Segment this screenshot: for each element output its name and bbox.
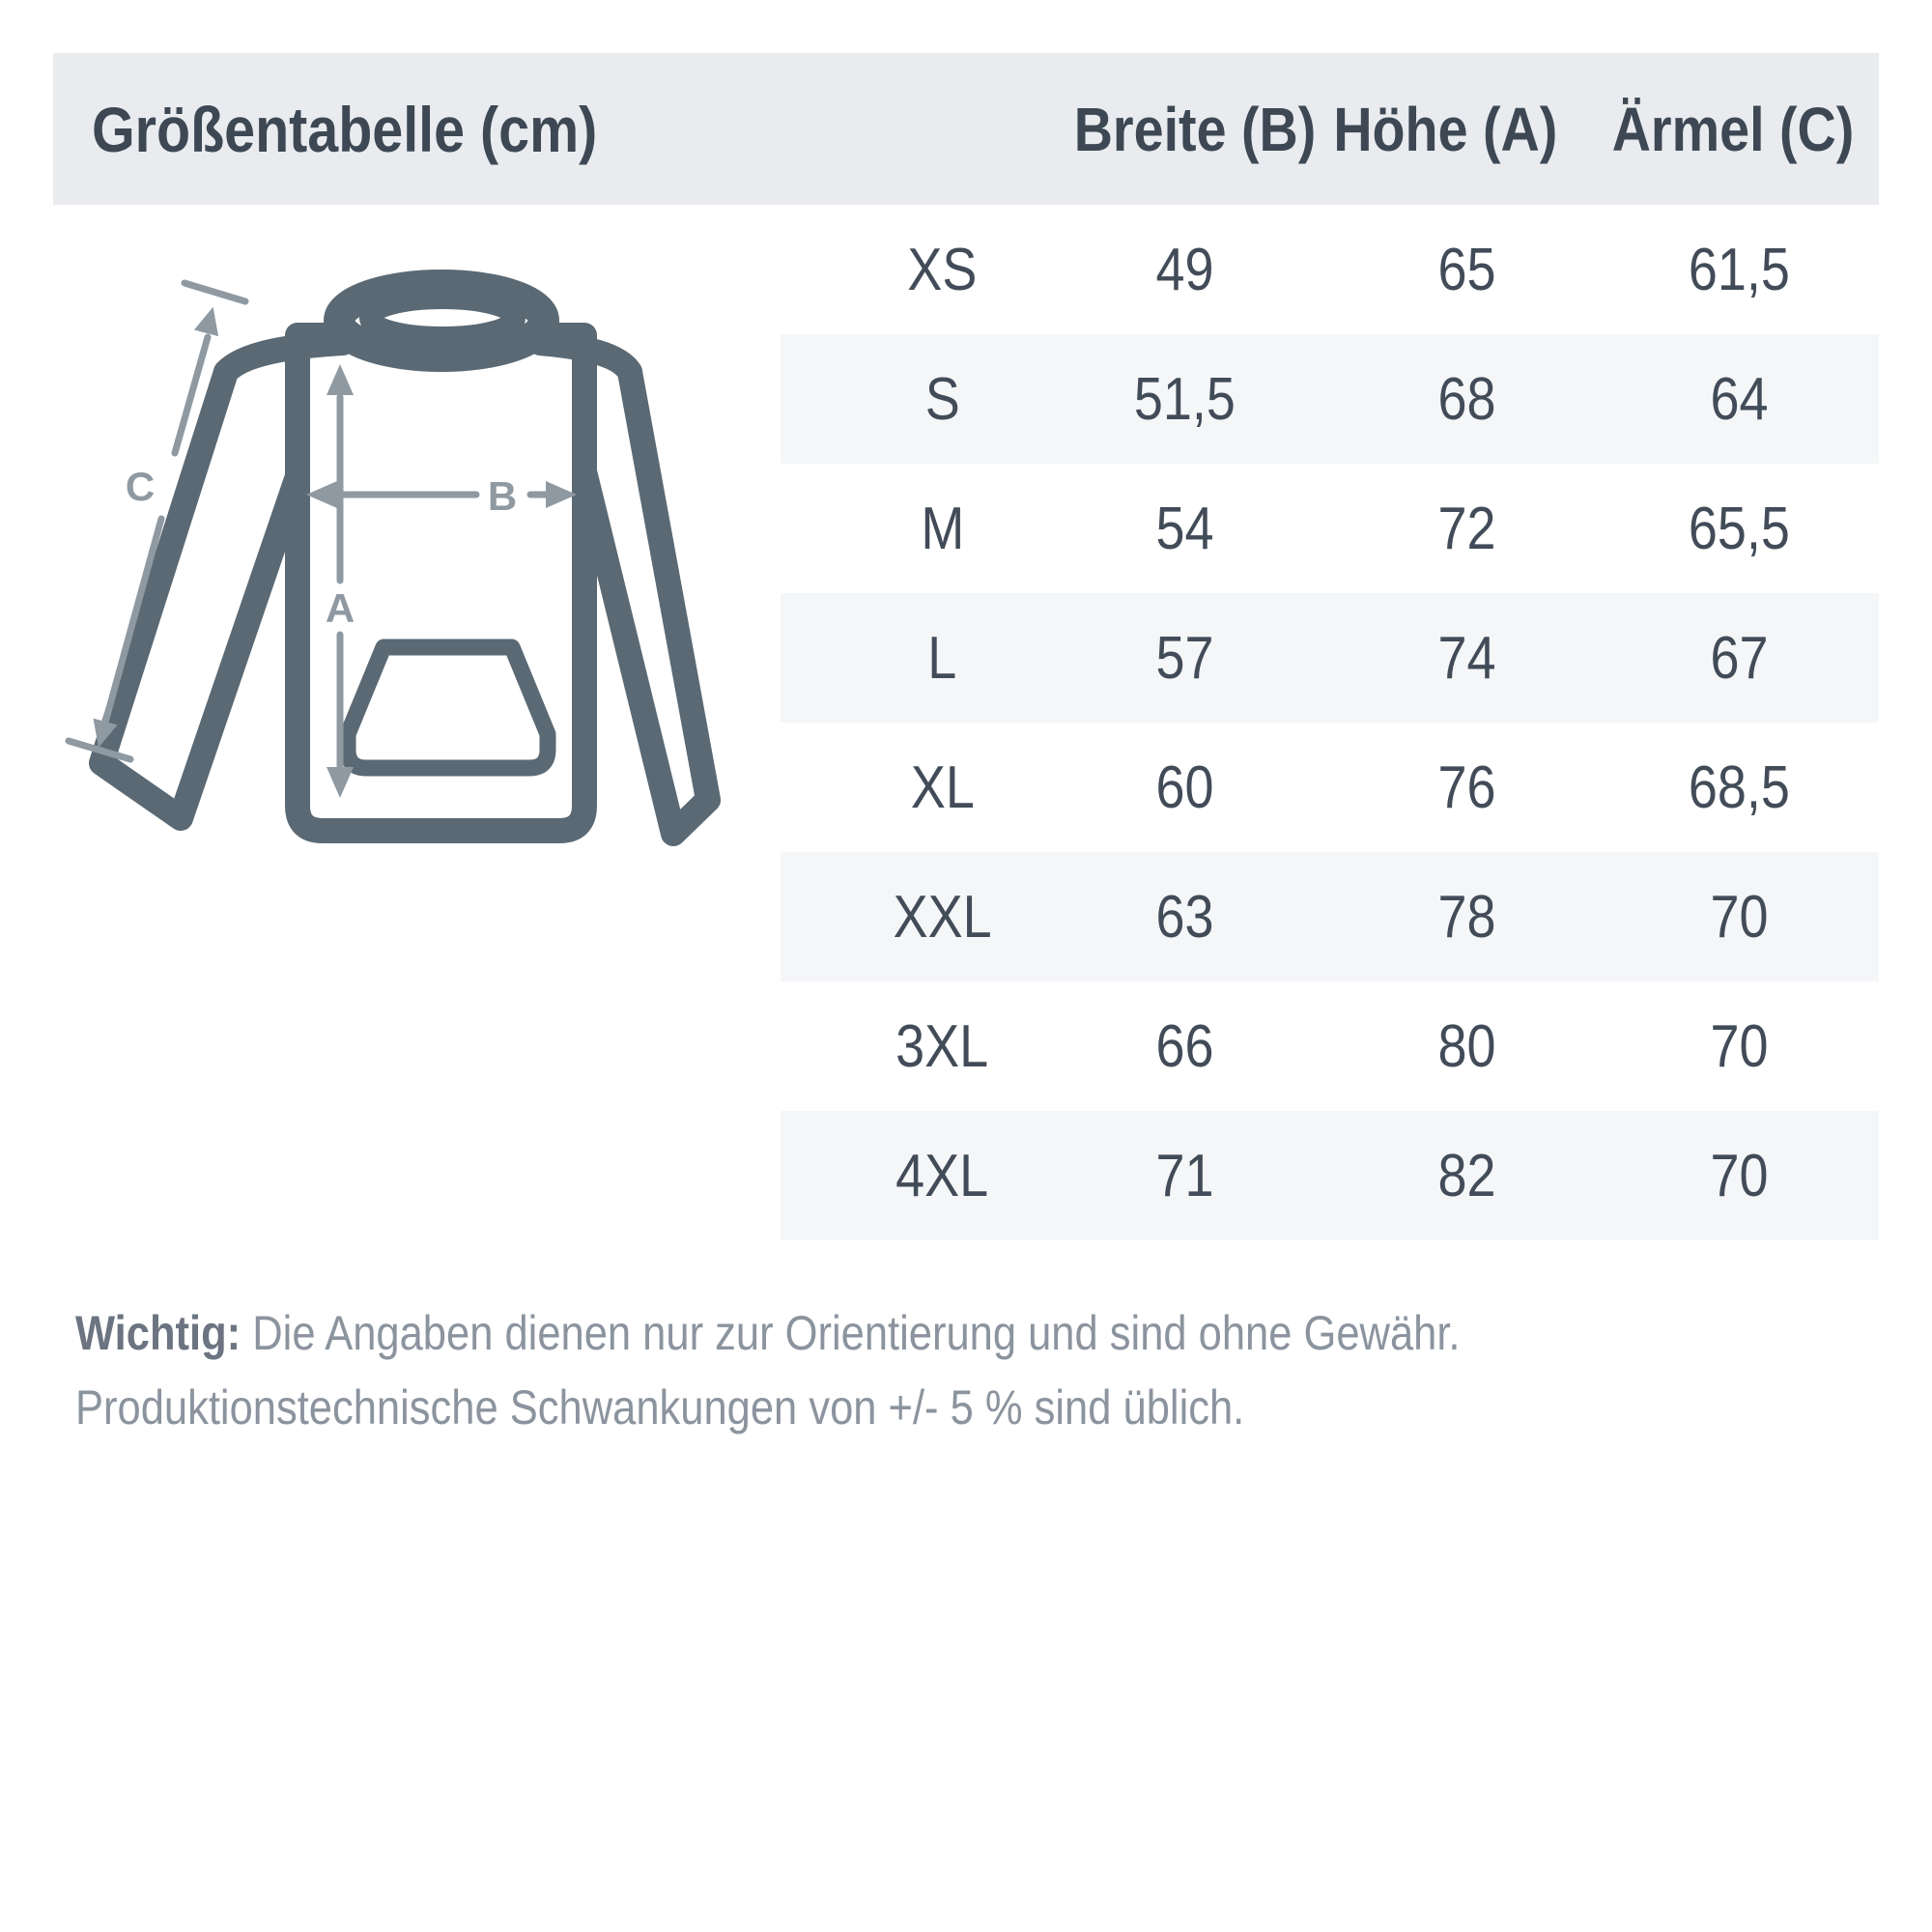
hoehe-cell: 65 bbox=[1437, 236, 1496, 303]
size-cell: XL bbox=[910, 753, 975, 821]
hoodie-hood-inner-ring bbox=[370, 298, 515, 337]
aermel-cell: 65,5 bbox=[1688, 495, 1790, 562]
breite-cell: 57 bbox=[1154, 624, 1214, 692]
breite-cell: 49 bbox=[1154, 236, 1214, 303]
aermel-cell: 70 bbox=[1710, 1012, 1769, 1080]
aermel-cell: 70 bbox=[1710, 883, 1769, 951]
size-cell: M bbox=[921, 495, 964, 562]
sleeve-top-tick bbox=[185, 283, 245, 301]
page-title-text: Größentabelle (cm) bbox=[92, 93, 598, 165]
table-row bbox=[781, 723, 1879, 852]
table-row bbox=[781, 852, 1879, 981]
aermel-cell: 68,5 bbox=[1688, 753, 1790, 821]
table-row bbox=[781, 981, 1879, 1111]
disclaimer-line-2 bbox=[75, 1371, 1672, 1445]
size-cell: S bbox=[924, 365, 960, 433]
column-header-breite: Breite (B) bbox=[1073, 94, 1317, 164]
size-table bbox=[781, 205, 1879, 1240]
table-row bbox=[781, 593, 1879, 723]
size-cell: XS bbox=[907, 236, 978, 303]
disclaimer-line-1 bbox=[75, 1296, 1672, 1371]
hoehe-cell: 74 bbox=[1437, 624, 1496, 692]
label-a: A bbox=[325, 585, 355, 631]
table-row bbox=[781, 464, 1879, 593]
table-row bbox=[781, 334, 1879, 464]
disclaimer-text-1: Die Angaben dienen nur zur Orientierung und sind ohne Gewähr. bbox=[252, 1306, 1461, 1360]
table-header-band bbox=[53, 53, 1879, 205]
disclaimer-note bbox=[75, 1296, 1911, 1445]
label-c: C bbox=[125, 464, 156, 509]
aermel-cell: 64 bbox=[1710, 365, 1769, 433]
hoehe-cell: 76 bbox=[1437, 753, 1496, 821]
hoodie-left-sleeve bbox=[101, 372, 297, 818]
disclaimer-emphasis: Wichtig: bbox=[75, 1306, 242, 1360]
column-header-hoehe: Höhe (A) bbox=[1333, 94, 1558, 164]
disclaimer-text-2: Produktionstechnische Schwankungen von +/- 5 % sind üblich. bbox=[75, 1380, 1245, 1435]
breite-cell: 66 bbox=[1154, 1012, 1214, 1080]
table-row bbox=[781, 205, 1879, 334]
aermel-cell: 70 bbox=[1710, 1142, 1769, 1209]
aermel-cell: 67 bbox=[1710, 624, 1769, 692]
hoehe-cell: 68 bbox=[1437, 365, 1496, 433]
arrow-up-right-icon bbox=[194, 307, 218, 336]
breite-cell: 63 bbox=[1154, 883, 1214, 951]
size-cell: 4XL bbox=[895, 1142, 989, 1209]
size-cell: XXL bbox=[893, 883, 992, 951]
table-row bbox=[781, 1111, 1879, 1240]
aermel-cell: 61,5 bbox=[1688, 236, 1790, 303]
label-b: B bbox=[487, 473, 518, 519]
breite-cell: 60 bbox=[1154, 753, 1214, 821]
breite-cell: 54 bbox=[1154, 495, 1214, 562]
breite-cell: 71 bbox=[1154, 1142, 1214, 1209]
hoehe-cell: 80 bbox=[1437, 1012, 1496, 1080]
breite-cell: 51,5 bbox=[1133, 365, 1236, 433]
size-cell: L bbox=[927, 624, 957, 692]
hoodie-measurement-diagram bbox=[53, 208, 787, 894]
hoehe-cell: 72 bbox=[1437, 495, 1496, 562]
hoehe-cell: 82 bbox=[1437, 1142, 1496, 1209]
hoodie-right-sleeve bbox=[584, 372, 708, 834]
hoehe-cell: 78 bbox=[1437, 883, 1496, 951]
page-title bbox=[53, 93, 781, 166]
size-cell: 3XL bbox=[895, 1012, 989, 1080]
hoodie-pocket bbox=[348, 647, 548, 768]
column-header-aermel: Ärmel (C) bbox=[1611, 94, 1855, 164]
